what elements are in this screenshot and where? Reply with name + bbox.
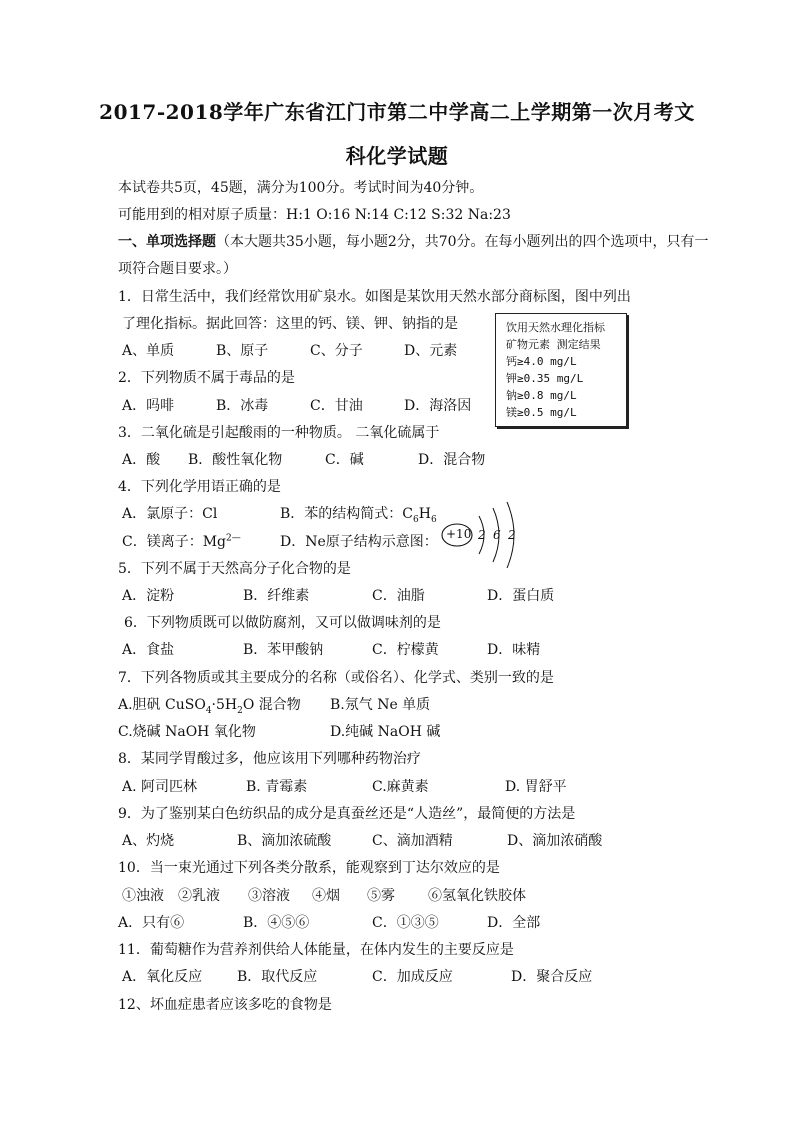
q10-option-d: D．全部 xyxy=(487,915,541,931)
q6-option-b: B．苯甲酸钠 xyxy=(243,642,324,658)
page-title-line2: 科化学试题 xyxy=(345,144,449,168)
q6-option-a: A．食盐 xyxy=(122,642,175,658)
q1-stem-line1: 1．日常生活中，我们经常饮用矿泉水。如图是某饮用天然水部分商标图，图中列出 xyxy=(118,289,631,305)
q9-option-a: A、灼烧 xyxy=(122,833,175,849)
q8-option-a: A. 阿司匹林 xyxy=(122,779,198,795)
q8-stem: 8．某同学胃酸过多，他应该用下列哪种药物治疗 xyxy=(118,751,421,767)
q5-option-c: C．油脂 xyxy=(372,588,425,604)
q7-option-a-pre: A.胆矾 CuSO xyxy=(118,697,206,713)
q1-option-d: D、元素 xyxy=(404,343,458,359)
label-line: 钾≥0.35 mg/L xyxy=(506,372,584,385)
shell-electrons-1: 2 xyxy=(478,528,486,542)
q11-stem: 11．葡萄糖作为营养剂供给人体能量，在体内发生的主要反应是 xyxy=(118,942,514,958)
q4-stem: 4．下列化学用语正确的是 xyxy=(118,479,281,495)
q2-option-b: B．冰毒 xyxy=(216,398,269,414)
q10-item: ①浊液 xyxy=(122,888,164,904)
q1-option-c: C、分子 xyxy=(310,343,363,359)
q1-stem-line2: 了理化指标。据此回答：这里的钙、镁、钾、钠指的是 xyxy=(122,316,458,332)
exam-info: 本试卷共5页，45题，满分为100分。考试时间为40分钟。 xyxy=(118,180,484,196)
q3-stem: 3．二氧化硫是引起酸雨的一种物质。 二氧化硫属于 xyxy=(118,425,440,441)
q7-option-a-sub2: 2 xyxy=(237,705,243,716)
q4-option-b xyxy=(280,504,437,524)
q4-option-c-text: C．镁离子：Mg xyxy=(122,534,227,550)
q7-stem: 7．下列各物质或其主要成分的名称（或俗名）、化学式、类别一致的是 xyxy=(118,670,554,686)
shell-electrons-3: 2 xyxy=(508,528,516,542)
q2-option-d: D．海洛因 xyxy=(404,398,472,414)
q2-option-a: A．吗啡 xyxy=(122,398,175,414)
atomic-mass-info: 可能用到的相对原子质量：H:1 O:16 N:14 C:12 S:32 Na:23 xyxy=(118,207,511,223)
q5-stem: 5．下列不属于天然高分子化合物的是 xyxy=(118,561,351,577)
q7-option-c: C.烧碱 NaOH 氧化物 xyxy=(118,724,256,740)
q11-option-a: A．氧化反应 xyxy=(122,969,203,985)
q6-option-d: D．味精 xyxy=(487,642,541,658)
q5-option-a: A．淀粉 xyxy=(122,588,175,604)
q2-stem: 2．下列物质不属于毒品的是 xyxy=(118,370,295,386)
q8-option-c: C.麻黄素 xyxy=(372,779,429,795)
q3-option-b: B．酸性氧化物 xyxy=(188,452,283,468)
q4-option-c xyxy=(122,532,241,552)
q5-option-d: D．蛋白质 xyxy=(487,588,555,604)
section-heading-bold: 一、单项选择题 xyxy=(118,234,216,250)
q9-option-c: C、滴加酒精 xyxy=(372,833,453,849)
page-title-line1: 2017-2018学年广东省江门市第二中学高二上学期第一次月考文 xyxy=(99,100,695,124)
nucleus-label: +10 xyxy=(446,527,472,541)
q10-stem: 10．当一束光通过下列各类分散系，能观察到丁达尔效应的是 xyxy=(118,860,500,876)
section-heading-line2: 项符合题目要求。） xyxy=(118,261,237,277)
q1-option-b: B、原子 xyxy=(216,343,269,359)
label-line: 饮用天然水理化指标 xyxy=(506,321,605,334)
q10-item: ④烟 xyxy=(312,888,340,904)
q7-option-a xyxy=(118,695,301,715)
q10-option-a: A．只有⑥ xyxy=(118,915,185,931)
q10-option-b: B．④⑤⑥ xyxy=(243,915,310,931)
section-heading-rest: （本大题共35小题，每小题2分，共70分。在每小题列出的四个选项中，只有一 xyxy=(216,234,709,250)
q9-option-d: D、滴加浓硝酸 xyxy=(507,833,603,849)
q11-option-d: D．聚合反应 xyxy=(511,969,593,985)
q8-option-b: B. 青霉素 xyxy=(246,779,308,795)
q10-item: ⑥氢氧化铁胶体 xyxy=(428,888,526,904)
q2-option-c: C．甘油 xyxy=(310,398,363,414)
q10-item: ③溶液 xyxy=(248,888,290,904)
q6-option-c: C．柠檬黄 xyxy=(372,642,439,658)
q9-option-b: B、滴加浓硫酸 xyxy=(237,833,332,849)
q10-option-c: C．①③⑤ xyxy=(372,915,439,931)
label-line: 矿物元素 测定结果 xyxy=(506,338,601,351)
q12-stem: 12、坏血症患者应该多吃的食物是 xyxy=(118,997,332,1013)
q11-option-c: C．加成反应 xyxy=(372,969,453,985)
q7-option-a-sub: 4 xyxy=(205,705,212,716)
q10-item: ②乳液 xyxy=(178,888,220,904)
label-line: 镁≥0.5 mg/L xyxy=(506,406,577,419)
q3-option-c: C．碱 xyxy=(325,452,364,468)
q9-stem: 9．为了鉴别某白色纺织品的成分是真蚕丝还是“人造丝”，最简便的方法是 xyxy=(118,806,576,822)
q4-option-b-mid: H xyxy=(418,506,431,522)
q11-option-b: B．取代反应 xyxy=(237,969,318,985)
q4-option-b-sub1: 6 xyxy=(413,514,419,525)
q3-option-a: A．酸 xyxy=(122,452,161,468)
q4-option-a: A．氯原子：Cl xyxy=(122,506,218,522)
mineral-water-label xyxy=(495,313,627,427)
q3-option-d: D．混合物 xyxy=(418,452,486,468)
q10-item: ⑤雾 xyxy=(367,888,395,904)
q7-option-a-end: O 混合物 xyxy=(242,697,301,713)
q4-option-b-text: B．苯的结构简式：C xyxy=(280,506,413,522)
shell-electrons-2: 6 xyxy=(493,528,501,542)
q4-option-c-sup: 2— xyxy=(226,533,241,544)
label-line: 钙≥4.0 mg/L xyxy=(506,355,577,368)
q4-option-d: D．Ne原子结构示意图： xyxy=(280,534,438,550)
section-heading xyxy=(118,232,709,252)
q7-option-a-post: ·5H xyxy=(211,697,238,713)
q6-stem: 6．下列物质既可以做防腐剂，又可以做调味剂的是 xyxy=(124,615,441,631)
ne-atom-diagram xyxy=(441,498,561,568)
q8-option-d: D. 胃舒平 xyxy=(505,779,567,795)
q1-option-a: A、单质 xyxy=(122,343,175,359)
q5-option-b: B．纤维素 xyxy=(243,588,310,604)
q4-option-b-sub2: 6 xyxy=(430,514,437,525)
label-line: 钠≥0.8 mg/L xyxy=(506,389,577,402)
q7-option-b: B.氖气 Ne 单质 xyxy=(330,697,431,713)
q7-option-d: D.纯碱 NaOH 碱 xyxy=(330,724,441,740)
